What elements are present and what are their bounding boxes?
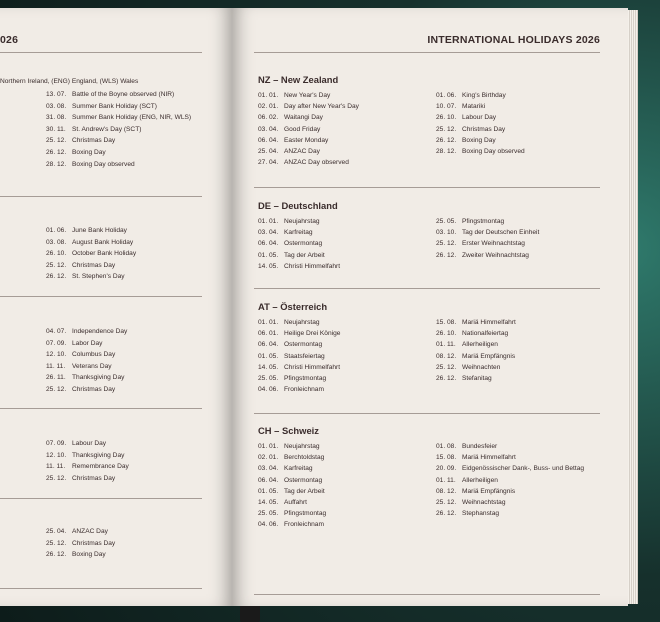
holiday-date: 14. 05. <box>258 499 279 506</box>
holiday-date: 26. 11. <box>46 374 66 382</box>
holiday-date: 04. 07. <box>46 328 67 335</box>
holiday-entry <box>436 126 505 134</box>
holiday-entry <box>258 137 328 145</box>
holiday-entry <box>46 440 106 448</box>
holiday-entry <box>46 452 124 460</box>
holiday-name: Tag der Arbeit <box>284 487 325 495</box>
holiday-date: 06. 04. <box>258 240 279 248</box>
holiday-entry <box>46 137 115 145</box>
holiday-date: 26. 12. <box>436 375 457 382</box>
holiday-entry <box>436 341 498 349</box>
holiday-name: Pfingstmontag <box>284 510 327 518</box>
holiday-name: Karfreitag <box>284 229 313 237</box>
holiday-entry <box>436 240 525 248</box>
holiday-name: Stefanitag <box>462 375 492 382</box>
holiday-entry <box>258 375 326 383</box>
holiday-date: 26. 12. <box>436 251 457 259</box>
holiday-entry <box>436 92 506 100</box>
holiday-entry <box>258 488 325 496</box>
uk-region-note: Northern Ireland, (ENG) England, (WLS) Wales <box>0 78 139 85</box>
holiday-date: 04. 06. <box>258 521 279 529</box>
section-rule <box>254 413 600 414</box>
holiday-name: Neujahrstag <box>284 218 320 225</box>
holiday-entry <box>258 386 324 394</box>
holiday-name: Ostermontag <box>284 341 323 349</box>
holiday-entry <box>258 263 340 271</box>
holiday-date: 03. 08. <box>46 238 67 246</box>
holiday-entry <box>46 363 112 371</box>
holiday-entry <box>436 330 508 338</box>
holiday-entry <box>436 499 506 507</box>
holiday-entry <box>436 252 529 260</box>
holiday-entry <box>46 273 125 281</box>
holiday-date: 26. 10. <box>46 250 67 258</box>
holiday-date: 27. 04. <box>258 159 279 167</box>
holiday-date: 25. 12. <box>46 539 67 547</box>
holiday-date: 26. 10. <box>436 114 457 122</box>
holiday-date: 28. 12. <box>46 160 67 168</box>
holiday-entry <box>46 540 115 548</box>
holiday-entry <box>436 443 497 451</box>
holiday-entry <box>258 114 323 122</box>
holiday-date: 01. 08. <box>436 443 457 450</box>
holiday-date: 25. 12. <box>436 240 457 248</box>
holiday-name: Allerheiligen <box>462 341 498 349</box>
holiday-entry <box>46 91 174 99</box>
holiday-name: ANZAC Day <box>284 148 320 155</box>
holiday-name: Pfingstmontag <box>284 375 327 382</box>
right-page <box>232 8 628 606</box>
holiday-entry <box>46 463 129 471</box>
section-rule <box>0 408 202 409</box>
holiday-name: Ostermontag <box>284 240 323 248</box>
holiday-name: Ostermontag <box>284 476 323 484</box>
section-rule <box>254 594 600 595</box>
section-rule <box>254 288 600 289</box>
left-page <box>0 8 232 606</box>
holiday-date: 07. 09. <box>46 440 67 447</box>
holiday-entry <box>436 319 516 327</box>
holiday-entry <box>46 126 141 134</box>
holiday-name: Berchtoldstag <box>284 454 325 462</box>
holiday-date: 07. 09. <box>46 339 67 347</box>
holiday-date: 30. 11. <box>46 125 66 133</box>
holiday-name: June Bank Holiday <box>72 227 127 234</box>
holiday-date: 25. 12. <box>436 125 457 133</box>
holiday-date: 25. 12. <box>436 363 457 371</box>
holiday-name: October Bank Holiday <box>72 250 137 258</box>
holiday-entry <box>46 161 135 169</box>
holiday-name: Auffahrt <box>284 499 307 506</box>
holiday-date: 25. 12. <box>46 386 67 393</box>
holiday-name: Thanksgiving Day <box>72 451 125 459</box>
holiday-entry <box>258 148 320 156</box>
holiday-date: 02. 01. <box>258 454 279 462</box>
section-rule <box>254 187 600 188</box>
holiday-name: New Year's Day <box>284 92 331 99</box>
right-page-header: INTERNATIONAL HOLIDAYS 2026 <box>427 34 600 46</box>
holiday-entry <box>46 475 115 483</box>
holiday-date: 15. 08. <box>436 319 457 326</box>
holiday-entry <box>436 218 504 226</box>
holiday-date: 03. 04. <box>258 125 279 133</box>
holiday-date: 25. 12. <box>46 474 67 482</box>
holiday-name: Weihnachten <box>462 363 501 371</box>
holiday-entry <box>436 465 584 473</box>
holiday-date: 04. 06. <box>258 386 279 394</box>
holiday-entry <box>436 454 516 462</box>
holiday-name: Boxing Day <box>72 551 106 559</box>
holiday-name: Mariä Empfängnis <box>462 487 516 495</box>
country-heading: AT – Österreich <box>258 301 328 312</box>
holiday-date: 01. 01. <box>258 92 279 99</box>
country-heading: NZ – New Zealand <box>258 74 339 85</box>
holiday-entry <box>258 499 307 507</box>
holiday-entry <box>258 229 313 237</box>
holiday-date: 01. 01. <box>258 319 279 326</box>
left-page-header: 026 <box>0 34 19 46</box>
holiday-date: 20. 09. <box>436 465 457 473</box>
holiday-name: Fronleichnam <box>284 386 324 394</box>
holiday-entry <box>258 443 320 451</box>
holiday-name: Day after New Year's Day <box>284 103 359 111</box>
holiday-date: 26. 10. <box>436 330 457 338</box>
holiday-date: 11. 11. <box>46 362 66 370</box>
header-rule <box>254 52 600 53</box>
holiday-date: 25. 12. <box>46 261 67 269</box>
holiday-entry <box>46 103 157 111</box>
holiday-entry <box>258 330 340 338</box>
holiday-entry <box>46 114 191 122</box>
holiday-date: 03. 08. <box>46 102 67 110</box>
holiday-date: 08. 12. <box>436 487 457 495</box>
holiday-entry <box>46 262 115 270</box>
holiday-date: 26. 12. <box>436 510 457 518</box>
holiday-entry <box>436 510 499 518</box>
holiday-date: 15. 08. <box>436 454 457 462</box>
holiday-entry <box>436 137 496 145</box>
holiday-name: Neujahrstag <box>284 319 320 326</box>
header-rule <box>0 52 202 53</box>
holiday-date: 26. 12. <box>46 149 67 156</box>
holiday-name: Neujahrstag <box>284 443 320 450</box>
holiday-name: Boxing Day observed <box>72 160 135 168</box>
holiday-name: Bundesfeier <box>462 443 498 450</box>
holiday-date: 26. 12. <box>46 551 67 559</box>
holiday-entry <box>436 477 498 485</box>
holiday-date: 10. 07. <box>436 103 457 111</box>
holiday-name: Mariä Himmelfahrt <box>462 319 516 326</box>
holiday-name: Battle of the Boyne observed (NIR) <box>72 91 175 98</box>
holiday-entry <box>258 477 322 485</box>
holiday-name: Good Friday <box>284 125 321 133</box>
holiday-name: Summer Bank Holiday (SCT) <box>72 102 158 110</box>
holiday-date: 28. 12. <box>436 148 457 155</box>
holiday-name: Eidgenössischer Dank-, Buss- und Bettag <box>462 465 585 473</box>
holiday-name: Independence Day <box>72 328 128 335</box>
holiday-entry <box>258 218 320 226</box>
holiday-name: Christi Himmelfahrt <box>284 363 341 371</box>
holiday-date: 31. 08. <box>46 114 67 122</box>
holiday-name: Nationalfeiertag <box>462 330 509 338</box>
holiday-name: Summer Bank Holiday (ENG, NIR, WLS) <box>72 114 192 122</box>
holiday-date: 01. 06. <box>46 227 67 234</box>
holiday-entry <box>46 528 108 536</box>
holiday-entry <box>258 353 325 361</box>
holiday-name: Karfreitag <box>284 465 313 473</box>
bookmark-band <box>240 604 260 622</box>
holiday-name: Stephanstag <box>462 510 500 518</box>
holiday-entry <box>258 319 320 327</box>
holiday-entry <box>258 454 324 462</box>
holiday-name: Fronleichnam <box>284 521 324 529</box>
holiday-date: 25. 05. <box>436 218 457 225</box>
holiday-date: 06. 02. <box>258 114 279 122</box>
holiday-name: St. Stephen's Day <box>72 273 125 281</box>
holiday-date: 06. 04. <box>258 341 279 349</box>
holiday-name: Columbus Day <box>72 351 116 359</box>
page-edges <box>628 10 638 604</box>
holiday-entry <box>258 465 313 473</box>
holiday-date: 01. 05. <box>258 251 279 259</box>
holiday-entry <box>46 340 102 348</box>
holiday-entry <box>436 103 485 111</box>
holiday-name: Christi Himmelfahrt <box>284 262 341 270</box>
holiday-date: 01. 01. <box>258 218 279 225</box>
holiday-name: Mariä Himmelfahrt <box>462 454 516 462</box>
holiday-entry <box>46 351 115 359</box>
holiday-entry <box>46 227 127 235</box>
holiday-name: Weihnachtstag <box>462 499 506 506</box>
holiday-entry <box>46 328 127 336</box>
holiday-name: Labour Day <box>462 114 497 122</box>
holiday-date: 06. 04. <box>258 476 279 484</box>
holiday-name: Pfingstmontag <box>462 218 505 225</box>
holiday-entry <box>46 386 115 394</box>
holiday-date: 13. 07. <box>46 91 67 98</box>
holiday-name: Tag der Deutschen Einheit <box>462 229 540 237</box>
holiday-name: Christmas Day <box>72 386 116 393</box>
holiday-name: Boxing Day <box>462 136 496 144</box>
holiday-date: 01. 06. <box>436 92 457 99</box>
holiday-name: Christmas Day <box>72 137 116 145</box>
holiday-name: Tag der Arbeit <box>284 251 325 259</box>
holiday-date: 03. 10. <box>436 229 457 237</box>
section-rule <box>0 196 202 197</box>
holiday-entry <box>258 159 349 167</box>
holiday-entry <box>46 374 124 382</box>
holiday-name: Matariki <box>462 103 486 111</box>
holiday-date: 25. 12. <box>436 499 457 506</box>
holiday-name: Allerheiligen <box>462 476 498 484</box>
holiday-entry <box>46 551 106 559</box>
holiday-date: 25. 05. <box>258 510 279 518</box>
holiday-entry <box>258 510 326 518</box>
holiday-date: 25. 12. <box>46 137 67 145</box>
holiday-date: 01. 05. <box>258 352 279 360</box>
holiday-name: Mariä Empfängnis <box>462 352 516 360</box>
holiday-entry <box>46 149 106 157</box>
holiday-name: August Bank Holiday <box>72 238 134 246</box>
holiday-name: ANZAC Day <box>72 528 108 535</box>
holiday-entry <box>46 239 133 247</box>
holiday-name: St. Andrew's Day (SCT) <box>72 125 142 133</box>
holiday-date: 26. 12. <box>46 273 67 281</box>
holiday-name: Christmas Day <box>72 474 116 482</box>
holiday-date: 14. 05. <box>258 262 279 270</box>
holiday-name: Christmas Day <box>462 125 506 133</box>
holiday-name: King's Birthday <box>462 92 506 99</box>
holiday-date: 26. 12. <box>436 136 457 144</box>
holiday-date: 12. 10. <box>46 451 67 459</box>
holiday-name: Erster Weihnachtstag <box>462 240 525 248</box>
holiday-entry <box>436 364 500 372</box>
country-heading: CH – Schweiz <box>258 425 319 436</box>
holiday-name: Labour Day <box>72 440 107 447</box>
holiday-name: Christmas Day <box>72 261 116 269</box>
holiday-name: ANZAC Day observed <box>284 159 349 167</box>
holiday-name: Zweiter Weihnachtstag <box>462 251 529 259</box>
holiday-entry <box>258 103 359 111</box>
holiday-name: Remembrance Day <box>72 463 129 471</box>
holiday-entry <box>258 364 340 372</box>
holiday-date: 06. 01. <box>258 330 279 338</box>
holiday-entry <box>46 250 136 258</box>
holiday-date: 14. 05. <box>258 363 279 371</box>
holiday-entry <box>436 114 496 122</box>
holiday-date: 01. 11. <box>436 476 456 484</box>
holiday-date: 25. 04. <box>258 148 279 155</box>
section-rule <box>0 296 202 297</box>
holiday-date: 03. 04. <box>258 229 279 237</box>
holiday-entry <box>436 488 515 496</box>
holiday-entry <box>258 126 320 134</box>
holiday-date: 11. 11. <box>46 463 66 471</box>
holiday-entry <box>258 240 322 248</box>
holiday-entry <box>258 92 330 100</box>
holiday-entry <box>436 148 525 156</box>
holiday-entry <box>258 521 324 529</box>
section-rule <box>0 498 202 499</box>
holiday-entry <box>436 353 515 361</box>
section-rule <box>0 588 202 589</box>
holiday-name: Heilige Drei Könige <box>284 330 341 338</box>
holiday-entry <box>258 341 322 349</box>
holiday-name: Waitangi Day <box>284 114 323 122</box>
holiday-name: Boxing Day <box>72 149 106 156</box>
holiday-date: 12. 10. <box>46 351 67 359</box>
holiday-date: 06. 04. <box>258 136 279 144</box>
country-heading: DE – Deutschland <box>258 200 338 211</box>
holiday-date: 08. 12. <box>436 352 457 360</box>
holiday-date: 03. 04. <box>258 465 279 473</box>
holiday-date: 01. 01. <box>258 443 279 450</box>
holiday-date: 01. 05. <box>258 487 279 495</box>
holiday-name: Veterans Day <box>72 362 112 370</box>
holiday-name: Staatsfeiertag <box>284 352 325 360</box>
holiday-entry <box>436 375 492 383</box>
holiday-date: 01. 11. <box>436 341 456 349</box>
holiday-entry <box>436 229 539 237</box>
holiday-name: Thanksgiving Day <box>72 374 125 382</box>
holiday-name: Boxing Day observed <box>462 148 525 155</box>
holiday-date: 02. 01. <box>258 103 279 111</box>
holiday-entry <box>258 252 325 260</box>
holiday-name: Easter Monday <box>284 136 329 144</box>
holiday-name: Labor Day <box>72 339 103 347</box>
holiday-name: Christmas Day <box>72 539 116 547</box>
holiday-date: 25. 04. <box>46 528 67 535</box>
holiday-date: 25. 05. <box>258 375 279 382</box>
